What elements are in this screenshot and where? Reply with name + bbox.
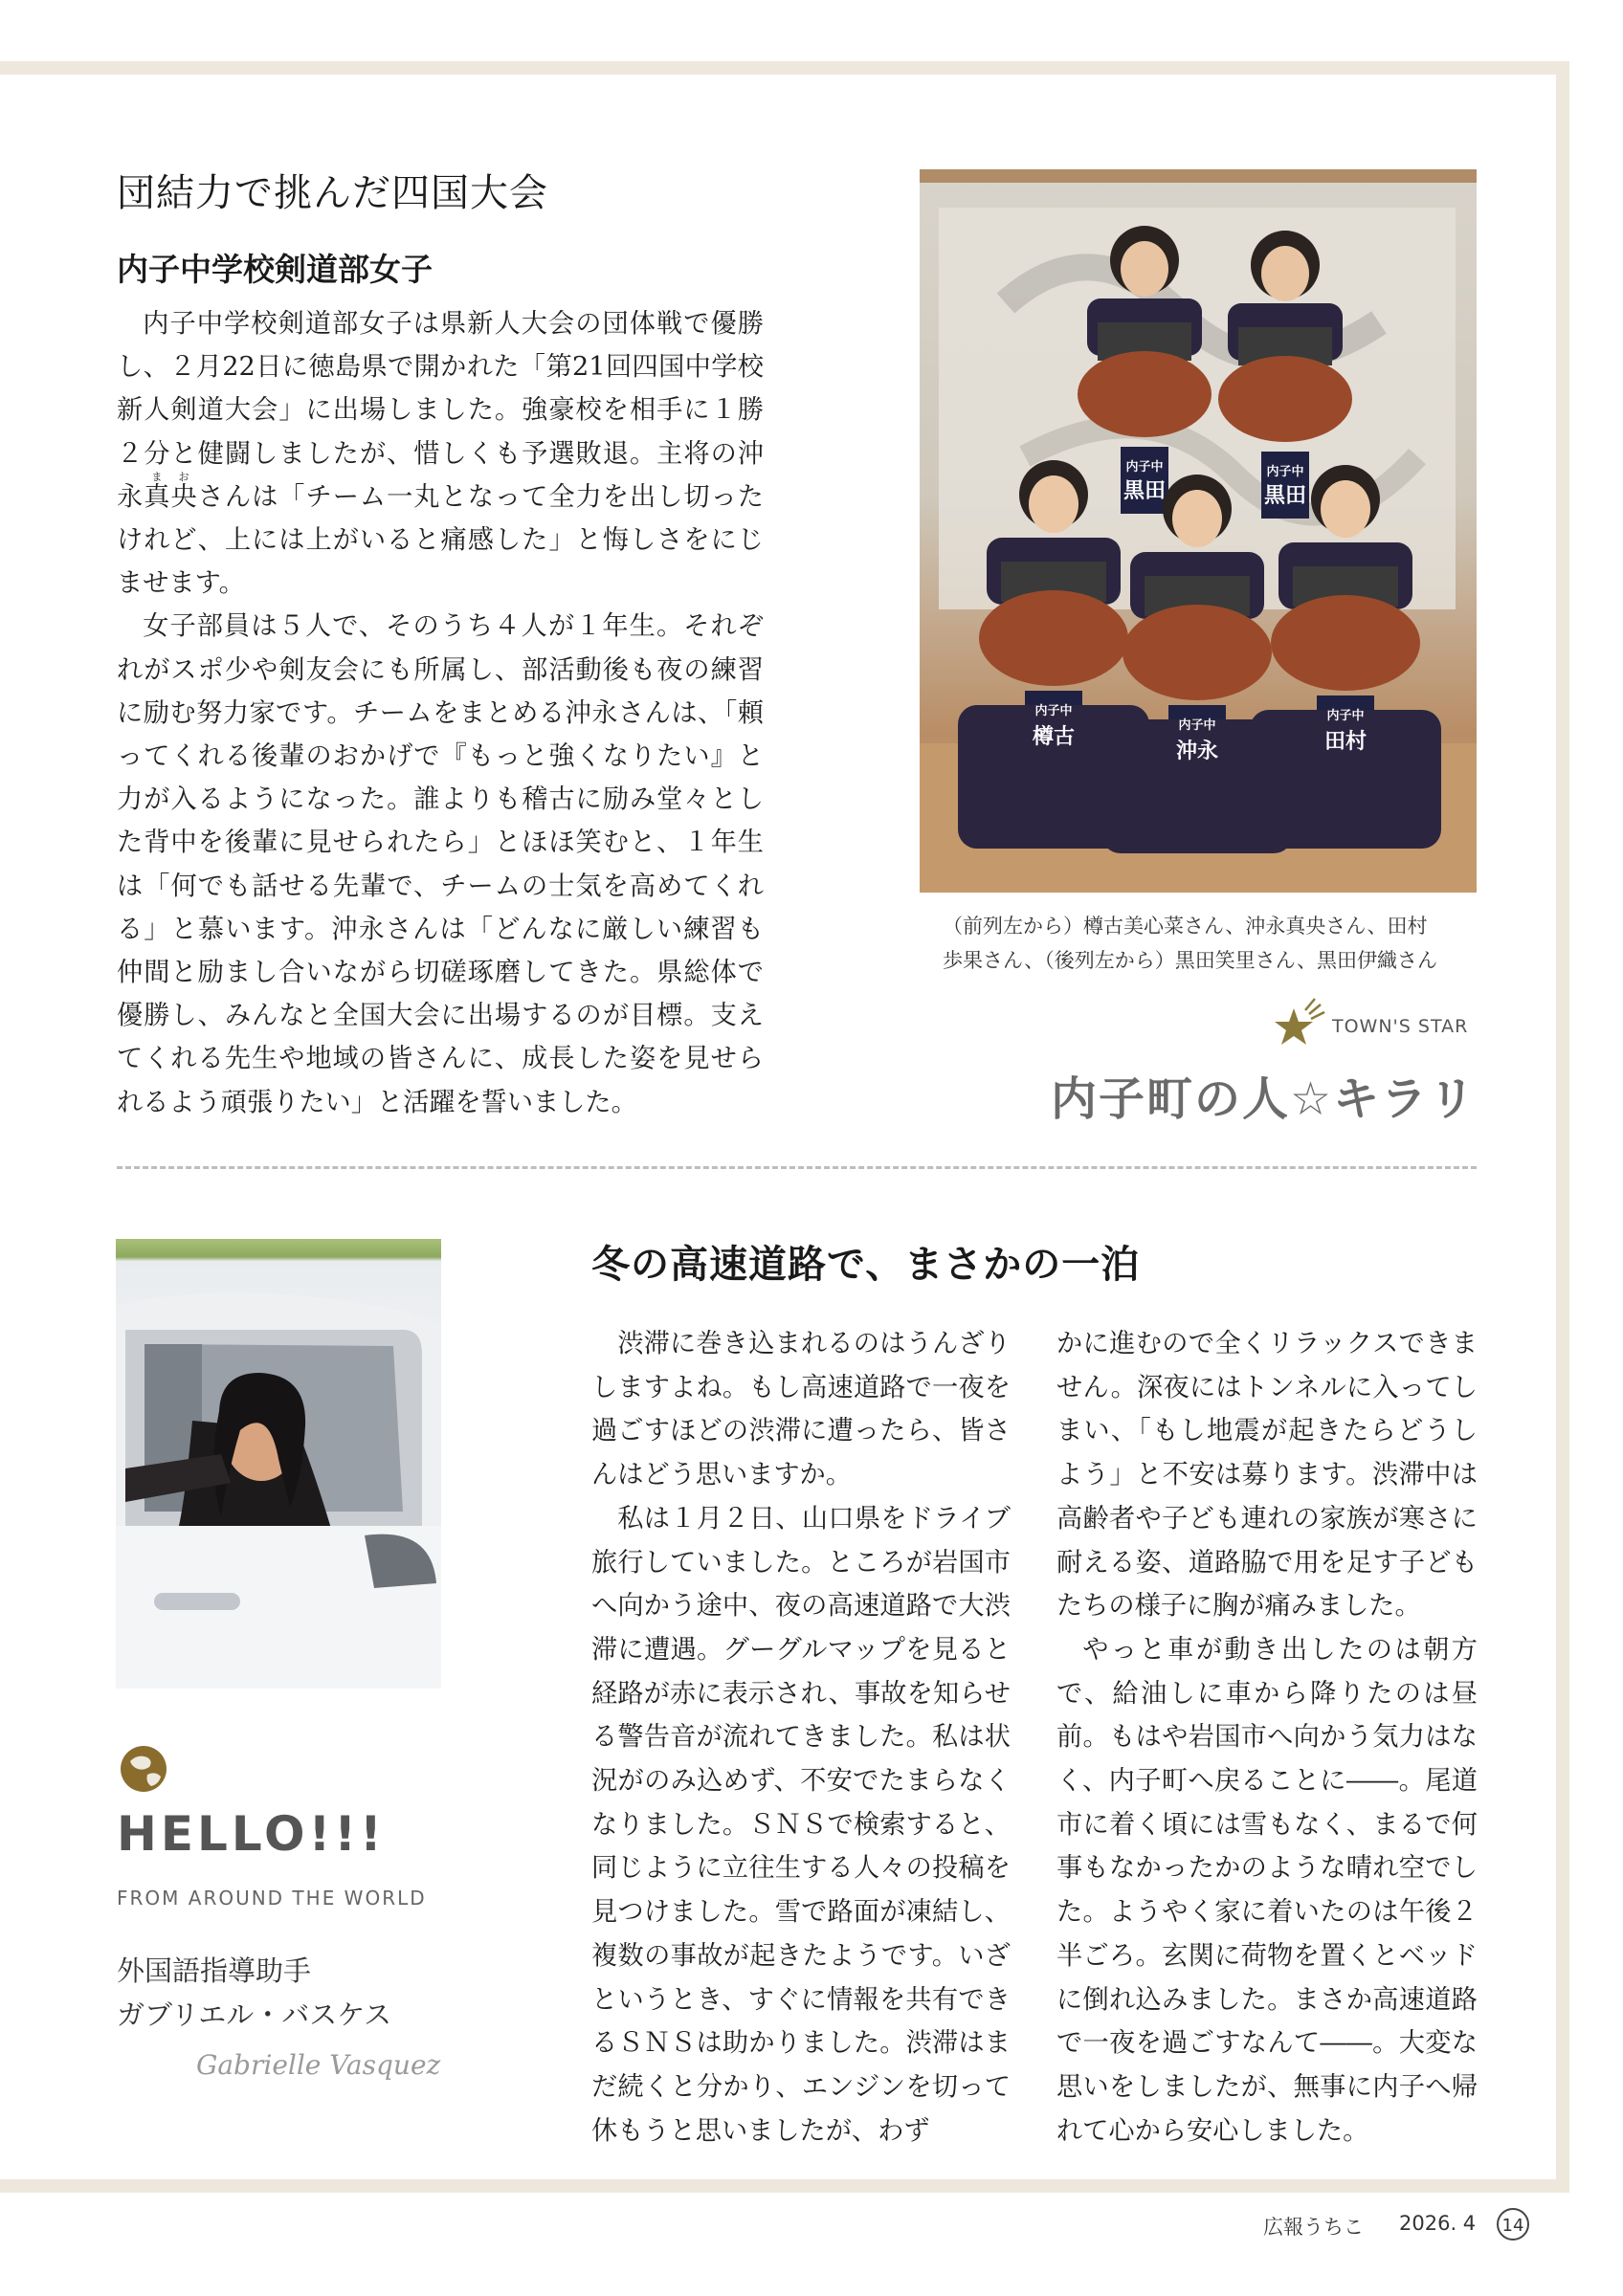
kendo-team-photo bbox=[920, 169, 1477, 893]
article1-subtitle: 内子中学校剣道部女子 bbox=[117, 251, 433, 288]
author-name: ガブリエル・バスケス bbox=[117, 1998, 392, 2031]
article2-column-1 bbox=[591, 1322, 1011, 2152]
ruby-o bbox=[170, 470, 198, 512]
page-frame-top bbox=[0, 61, 1569, 75]
page-frame-bottom bbox=[0, 2179, 1569, 2193]
tare-label-2-school: 内子中 bbox=[1266, 465, 1304, 479]
photo-caption-line-1: （前列左から）樽古美心菜さん、沖永真央さん、田村 bbox=[943, 915, 1428, 938]
section-divider bbox=[117, 1166, 1477, 1169]
article1-p1-text-cont: さんは「チーム一丸となって全力を出し切ったけれど、上には上がいると痛感した」と悔しさをにじませます。 bbox=[117, 481, 764, 599]
author-role: 外国語指導助手 bbox=[117, 1954, 312, 1987]
tare-label-3-school: 内子中 bbox=[1034, 704, 1073, 718]
tare-label-4-school: 内子中 bbox=[1178, 718, 1216, 733]
towns-star-label: TOWN'S STAR bbox=[1332, 1016, 1469, 1037]
article2-paragraph-2: 私は１月２日、山口県をドライブ旅行していました。ところが岩国市へ向かう途中、夜の高速道路で大渋滞に遭遇。グーグルマップを見ると経路が赤に表示され、事故を知らせる警告音が流れてきました。私は状況がのみ込めず、不安でたまらなくなりました。ＳＮＳで検索すると、同じように立往生する人々の投稿を見つけました。雪で路面が凍結し、複数の事故が起きたようです。いざというとき、すぐに情報を共有できるＳＮＳは助かりました。渋滞はまだ続くと分かり、エンジンを切って休もうと思いましたが、わず bbox=[591, 1503, 1011, 2146]
article1-body bbox=[117, 302, 764, 1124]
author-signature bbox=[196, 2038, 445, 2091]
article1-p1-text: 内子中学校剣道部女子は県新人大会の団体戦で優勝し、２月22日に徳島県で開かれた「第21回四国中学校新人剣道大会」に出場しました。強豪校を相手に１勝２分と健闘しましたが、惜しくも予選敗退。主将の沖永 bbox=[117, 309, 764, 512]
tare-label-5-name: 田村 bbox=[1323, 730, 1367, 754]
page-number: 14 bbox=[1497, 2208, 1529, 2241]
author-signature-text: Gabrielle Vasquez bbox=[196, 2049, 441, 2081]
tare-label-1-name: 黒田 bbox=[1123, 479, 1167, 503]
ruby-o-reading: お bbox=[170, 470, 197, 483]
hello-column-subtitle: FROM AROUND THE WORLD bbox=[117, 1887, 427, 1910]
article2-title: 冬の高速道路で、まさかの一泊 bbox=[591, 1243, 1141, 1287]
star-icon bbox=[1273, 995, 1326, 1049]
article2-paragraph-2-cont: かに進むので全くリラックスできません。深夜にはトンネルに入ってしまい、「もし地震が起きたらどうしよう」と不安は募ります。渋滞中は高齢者や子ども連れの家族が寒さに耐える姿、道路脇で用を足す子どもたちの様子に胸が痛みました。 bbox=[1056, 1329, 1478, 1622]
footer-issue: 2026. 4 bbox=[1399, 2212, 1477, 2235]
photo-caption bbox=[943, 909, 1478, 978]
article2-paragraph-1: 渋滞に巻き込まれるのはうんざりしますよね。もし高速道路で一夜を過ごすほどの渋滞に遭ったら、皆さんはどう思いますか。 bbox=[591, 1329, 1011, 1490]
ruby-ma-reading: ま bbox=[144, 470, 170, 483]
alt-portrait-photo bbox=[116, 1239, 441, 1689]
article1-title: 団結力で挑んだ四国大会 bbox=[117, 171, 548, 215]
tare-label-1-school: 内子中 bbox=[1125, 460, 1164, 475]
tare-label-5-school: 内子中 bbox=[1326, 709, 1365, 723]
ruby-o-base: 央 bbox=[170, 481, 198, 512]
article1-paragraph-1 bbox=[117, 302, 764, 605]
ruby-ma bbox=[144, 470, 171, 512]
tare-label-4-name: 沖永 bbox=[1175, 740, 1219, 763]
footer-publication: 広報うちこ bbox=[1263, 2216, 1364, 2239]
tare-label-3-name: 樽古 bbox=[1032, 725, 1076, 749]
photo-caption-line-2: 歩果さん、（後列左から）黒田笑里さん、黒田伊織さん bbox=[943, 949, 1438, 972]
tare-label-2-name: 黒田 bbox=[1263, 484, 1307, 508]
article2-paragraph-3: やっと車が動き出したのは朝方で、給油しに車から降りたのは昼前。もはや岩国市へ向かう気力はなく、内子町へ戻ることに――。尾道市に着く頃には雪もなく、まるで何事もなかったかのような晴れ空でした。ようやく家に着いたのは午後２半ごろ。玄関に荷物を置くとベッドに倒れ込みました。まさか高速道路で一夜を過ごすなんて――。大変な思いをしましたが、無事に内子へ帰れて心から安心しました。 bbox=[1056, 1634, 1478, 2146]
article2-column-2 bbox=[1056, 1322, 1478, 2152]
globe-icon bbox=[119, 1744, 168, 1794]
page-frame-right bbox=[1556, 61, 1569, 2193]
towns-star-badge bbox=[1273, 995, 1483, 1043]
article1-paragraph-2: 女子部員は５人で、そのうち４人が１年生。それぞれがスポ少や剣友会にも所属し、部活動後も夜の練習に励む努力家です。チームをまとめる沖永さんは、「頼ってくれる後輩のおかげで『もっと強くなりたい』と力が入るようになった。誰よりも稽古に励み堂々とした背中を後輩に見せられたら」とほほ笑むと、１年生は「何でも話せる先輩で、チームの士気を高めてくれる」と慕います。沖永さんは「どんなに厳しい練習も仲間と励まし合いながら切磋琢磨してきた。県総体で優勝し、みんなと全国大会に出場するのが目標。支えてくれる先生や地域の皆さんに、成長した姿を見せられるよう頑張りたい」と活躍を誓いました。 bbox=[117, 611, 764, 1117]
column-title-kirari: 内子町の人☆キラリ bbox=[1050, 1072, 1477, 1126]
hello-column-title: HELLO!!! bbox=[117, 1806, 386, 1862]
ruby-ma-base: 真 bbox=[144, 481, 171, 512]
